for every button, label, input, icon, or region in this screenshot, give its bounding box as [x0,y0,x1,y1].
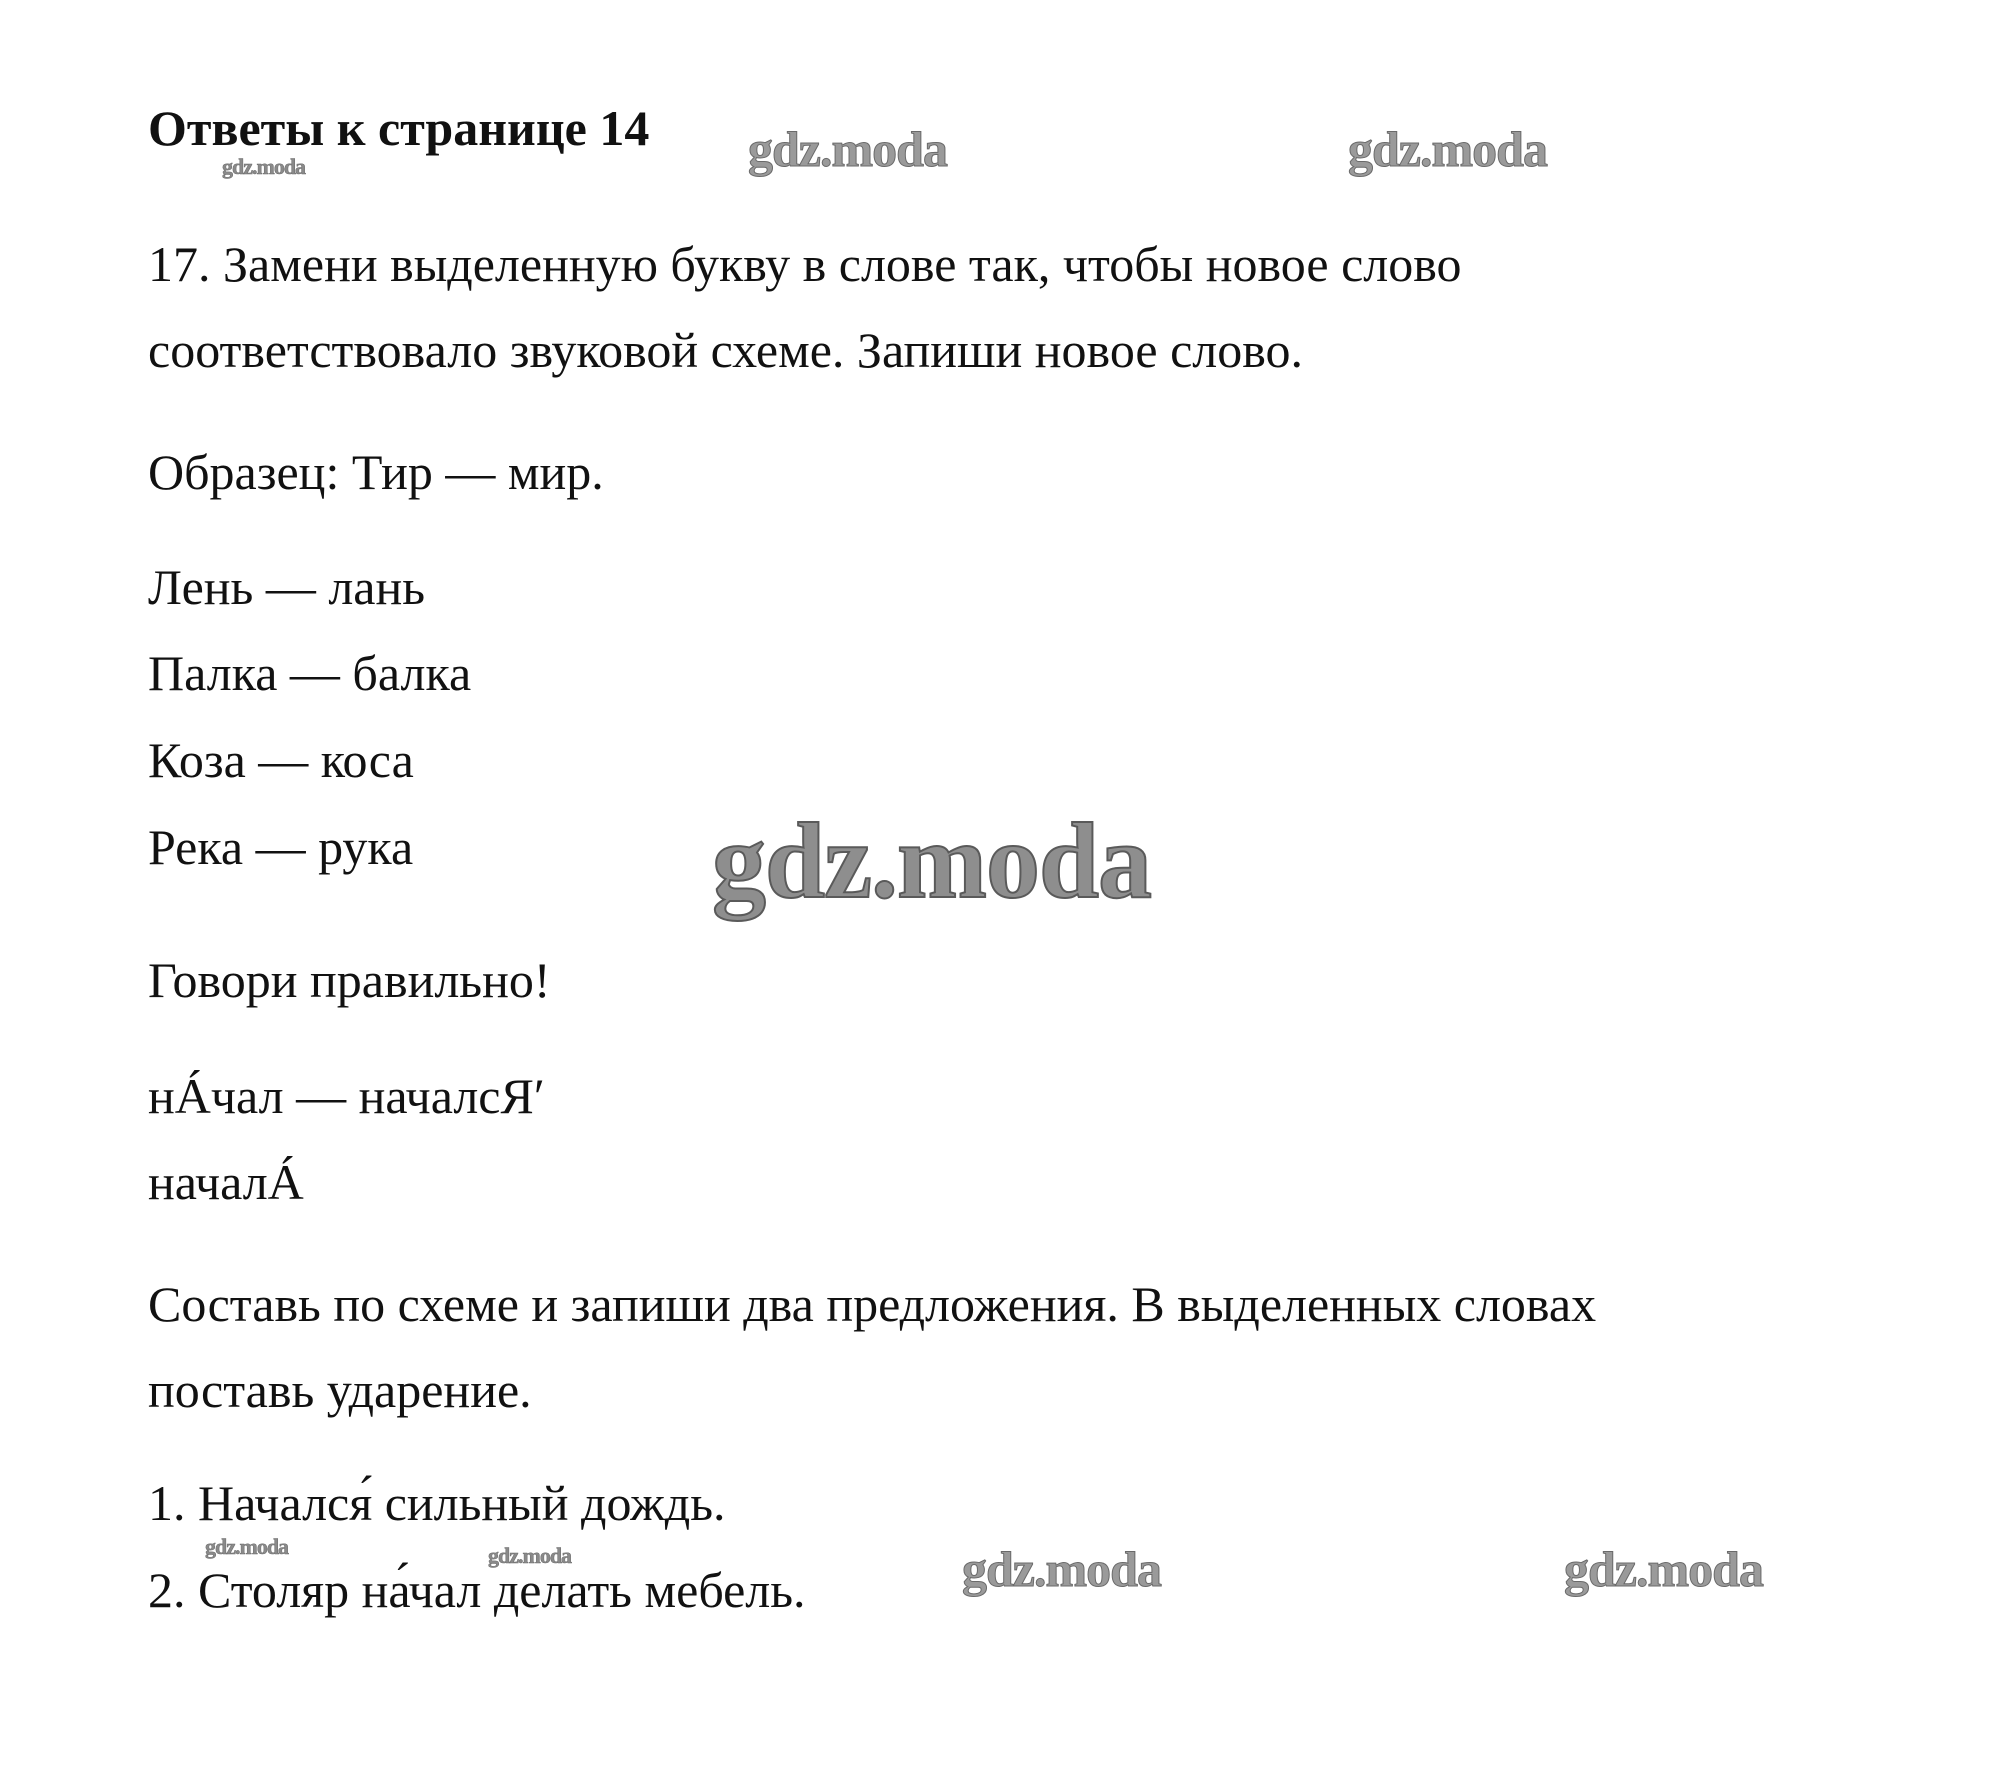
stress-line-2: началÁ [148,1154,304,1210]
page-heading: Ответы к странице 14 [148,100,650,156]
sentence-2: 2. Столяр на́чал делать мебель. [148,1562,806,1618]
say-right-title: Говори правильно! [148,952,551,1008]
compose-text-line-1: Составь по схеме и запиши два предложения. В выделенных словах [148,1276,1597,1332]
watermark-logo: gdz.moda [205,1534,289,1559]
watermark-logo: gdz.moda [1564,1541,1763,1597]
watermark-logo: gdz.moda [1348,121,1547,177]
stress-line-1: нÁчал — началсЯ′ [148,1068,545,1124]
sentence-1: 1. Начался́ сильный дождь. [148,1475,726,1531]
watermark-logo: gdz.moda [748,121,947,177]
task-text-line-1: 17. Замени выделенную букву в слове так, чтобы новое слово [148,236,1462,292]
task-text-line-2: соответствовало звуковой схеме. Запиши новое слово. [148,322,1304,378]
word-pair-4: Река — рука [148,819,414,875]
compose-text-line-2: поставь ударение. [148,1362,532,1418]
word-pair-2: Палка — балка [148,645,472,701]
sample-text: Образец: Тир — мир. [148,444,604,500]
watermark-logo: gdz.moda [962,1541,1161,1597]
watermark-logo: gdz.moda [488,1543,572,1568]
word-pair-3: Коза — коса [148,732,414,788]
watermark-logo: gdz.moda [712,802,1152,921]
word-pair-1: Лень — лань [148,559,426,615]
watermark-logo: gdz.moda [222,154,306,179]
